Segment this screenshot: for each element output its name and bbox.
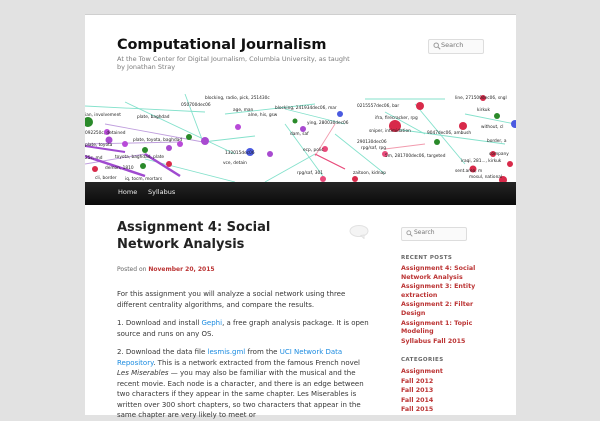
site-description: At the Tow Center for Digital Journalism, Columbia University, as taught by Jonathan Stray xyxy=(117,55,350,71)
list-item xyxy=(401,406,491,415)
post-paragraph-2 xyxy=(117,318,369,339)
svg-text:iraqi, 281..., kirkuk: iraqi, 281..., kirkuk xyxy=(461,159,502,164)
svg-text:cli, border: cli, border xyxy=(95,176,117,181)
svg-text:border, a: border, a xyxy=(487,139,507,144)
recent-post-link[interactable]: Assignment 3: Entity extraction xyxy=(401,283,476,299)
list-item xyxy=(401,387,491,396)
post-meta xyxy=(117,266,215,273)
list-item xyxy=(401,378,491,387)
svg-text:line, 271500dec06, sngl: line, 271500dec06, sngl xyxy=(455,96,507,101)
header-banner-image xyxy=(85,94,516,182)
list-item xyxy=(401,397,491,406)
svg-text:ecp, polic: ecp, polic xyxy=(303,148,324,153)
list-item xyxy=(401,283,491,300)
p3-mid-1: from the xyxy=(245,348,280,356)
svg-text:plate, baghdad: plate, baghdad xyxy=(137,115,170,120)
p3-suffix: — you may also be familiar with the musical and the recent movie. Each node is a character, and there is an edge between two characters if they appear in the same chapter. Les Miserables is written over 300 short chapters, so two characters that appear in the same chapter are very likely to meet or xyxy=(117,369,364,419)
list-item xyxy=(401,320,491,337)
svg-text:age, man: age, man xyxy=(233,108,254,113)
main-navigation xyxy=(85,182,516,205)
svg-text:ying, 280030dec06: ying, 280030dec06 xyxy=(307,121,349,126)
category-link[interactable]: Fall 2013 xyxy=(401,387,434,395)
svg-text:mosul, national: mosul, national xyxy=(469,175,503,180)
svg-text:5m, 281700dec06, targeted: 5m, 281700dec06, targeted xyxy=(385,154,446,159)
svg-text:rpg/saf, rpg: rpg/saf, rpg xyxy=(361,146,387,151)
p2-prefix: 1. Download and install xyxy=(117,319,202,327)
recent-post-link[interactable]: Assignment 4: Social Network Analysis xyxy=(401,265,476,281)
les-miserables-title: Les Miserables xyxy=(117,369,169,377)
uci-repository-link[interactable]: UCI Network Data Repository xyxy=(117,348,343,367)
p3-prefix: 2. Download the data file xyxy=(117,348,208,356)
svg-text:vce, detain: vce, detain xyxy=(223,161,247,166)
svg-text:ian, involvement: ian, involvement xyxy=(85,113,121,118)
search-icon xyxy=(406,230,413,237)
list-item xyxy=(401,338,491,347)
svg-text:25c, md: 25c, md xyxy=(85,156,103,161)
post-paragraph-1: For this assignment you will analyze a social network using three different centrality algorithms, and compare the results. xyxy=(117,290,346,309)
svg-text:iq, tocm, mortars: iq, tocm, mortars xyxy=(125,177,163,182)
post-paragraph-3 xyxy=(117,347,369,421)
list-item xyxy=(401,368,491,377)
svg-text:zaitoon, kidnap: zaitoon, kidnap xyxy=(353,171,386,176)
svg-text:blocking, 241934dec06, mar: blocking, 241934dec06, mar xyxy=(275,106,337,111)
category-link[interactable]: Assignment xyxy=(401,368,443,375)
recent-post-link[interactable]: Syllabus Fall 2015 xyxy=(401,337,466,345)
svg-text:290130dec06: 290130dec06 xyxy=(357,140,387,145)
network-graph-image xyxy=(85,94,516,182)
post-content xyxy=(117,219,369,419)
p2-suffix: , a free graph analysis package. It is open source and runs on any OS. xyxy=(117,319,369,338)
category-link[interactable]: Fall 2014 xyxy=(401,396,434,404)
search-icon xyxy=(433,42,441,50)
category-link[interactable]: Fall 2012 xyxy=(401,377,434,385)
category-link[interactable]: Fall 2015 xyxy=(401,406,434,414)
svg-text:company: company xyxy=(489,152,509,157)
svg-text:rpg/saf, 301: rpg/saf, 301 xyxy=(297,171,323,176)
svg-text:toyota, baghdad, plate: toyota, baghdad, plate xyxy=(115,155,165,160)
svg-text:ifra, firecracker, rpg: ifra, firecracker, rpg xyxy=(375,116,418,121)
categories-list xyxy=(401,368,491,416)
svg-text:blocking, radio, pick, 251430c: blocking, radio, pick, 251430c xyxy=(205,96,270,101)
recent-post-link[interactable]: Assignment 1: Topic Modeling xyxy=(401,319,473,336)
gephi-link[interactable]: Gephi xyxy=(201,319,223,327)
site-title[interactable]: Computational Journalism xyxy=(117,37,327,53)
svg-text:sniper, intimidation: sniper, intimidation xyxy=(369,129,411,134)
lesmis-file-link[interactable]: lesmis.gml xyxy=(207,348,246,356)
svg-text:132015dec06: 132015dec06 xyxy=(225,151,255,156)
svg-text:dam, saf: dam, saf xyxy=(290,132,309,137)
comment-bubble-icon[interactable] xyxy=(349,225,369,239)
svg-text:plate, toyota: plate, toyota xyxy=(85,143,113,148)
header-search-input[interactable] xyxy=(441,41,481,49)
svg-text:sent.area, m: sent.area, m xyxy=(455,169,483,174)
svg-text:050700dec06: 050700dec06 xyxy=(181,103,211,108)
list-item xyxy=(401,301,491,318)
p3-mid-2: . This is a network extracted from the famous French novel xyxy=(153,358,361,367)
sidebar xyxy=(401,227,491,414)
sidebar-search-input[interactable] xyxy=(414,229,464,236)
recent-post-link[interactable]: Assignment 2: Filter Design xyxy=(401,301,474,317)
post-title[interactable]: Assignment 4: Social Network Analysis xyxy=(117,220,271,252)
svg-text:alne, his, gsw: alne, his, gsw xyxy=(248,113,278,118)
svg-text:plate, toyota, baghdad: plate, toyota, baghdad xyxy=(133,138,183,143)
categories-heading: CATEGORIES xyxy=(401,357,444,363)
header-search-box[interactable] xyxy=(428,39,484,54)
svg-text:9047dec06, ambush: 9047dec06, ambush xyxy=(427,131,472,136)
recent-posts-heading: RECENT POSTS xyxy=(401,255,453,261)
svg-text:kirkuk: kirkuk xyxy=(477,108,491,113)
page xyxy=(85,14,516,419)
svg-text:without, cl: without, cl xyxy=(481,125,504,130)
svg-text:demon, 1810: demon, 1810 xyxy=(105,166,134,171)
nav-syllabus-link[interactable]: Syllabus xyxy=(148,188,176,196)
posted-on-label: Posted on xyxy=(117,266,147,273)
list-item xyxy=(401,265,491,282)
nav-home-link[interactable]: Home xyxy=(118,188,138,196)
svg-text:0215557dec06, bar: 0215557dec06, bar xyxy=(357,104,400,109)
post-date-link[interactable]: November 20, 2015 xyxy=(148,266,215,273)
sidebar-search-box[interactable] xyxy=(401,227,467,241)
recent-posts-list xyxy=(401,265,491,347)
svg-text:092250c, detained: 092250c, detained xyxy=(85,131,126,136)
